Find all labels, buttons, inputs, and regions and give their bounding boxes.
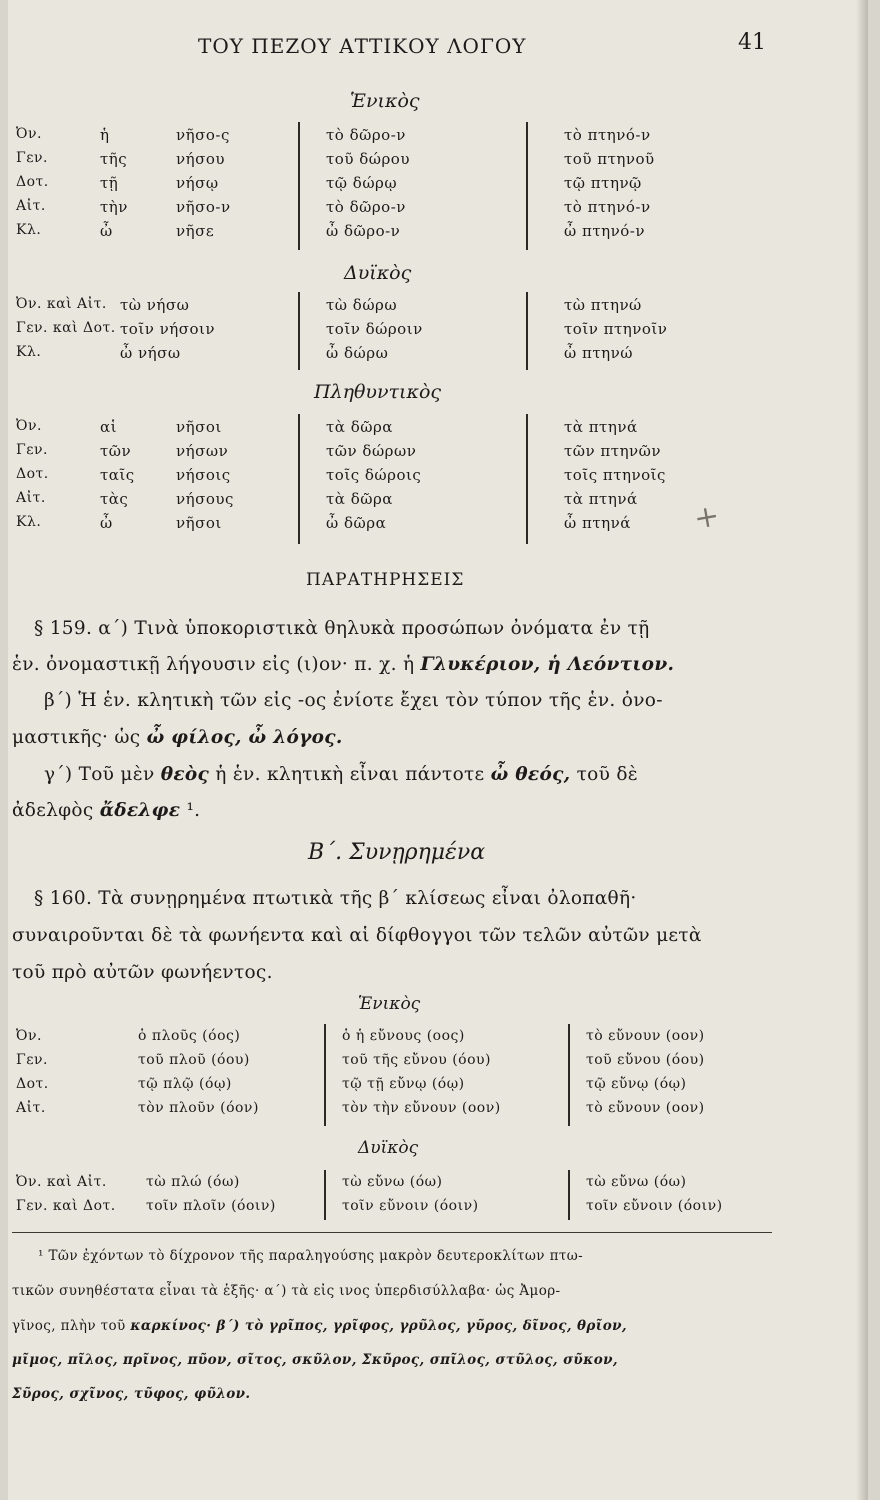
para-159-line6: ἀδελφὸς ἄδελφε ¹. <box>12 800 201 821</box>
article-cell: ταῖς <box>100 466 135 484</box>
article-cell: τῆς <box>100 150 128 168</box>
noun-cell: τὼ νήσω <box>120 296 190 314</box>
section-b-title: Β΄. Συνῃρημένα <box>308 840 486 865</box>
adjective-cell: ὦ πτηνώ <box>564 344 633 362</box>
contracted-adj-cell: ὁ ἡ εὔνους (οος) <box>342 1028 465 1044</box>
pencil-mark-icon: + <box>691 498 722 537</box>
case-label: Δοτ. <box>16 466 49 482</box>
divider-2c <box>324 1170 326 1220</box>
adjective-cell: τὸ πτηνό-ν <box>564 126 651 144</box>
para-159-line1: § 159. α΄) Τινὰ ὑποκοριστικὰ θηλυκὰ προσώπων ὀνόματα ἐν τῇ <box>34 618 650 639</box>
noun-cell: νῆσοι <box>176 418 222 436</box>
divider-1c <box>298 292 300 370</box>
neuter-cell: ὦ δώρω <box>326 344 389 362</box>
case-label: Γεν. καὶ Δοτ. <box>16 1198 116 1214</box>
case-label: Ὀν. καὶ Αἰτ. <box>16 1174 107 1190</box>
neuter-cell: τὼ δώρω <box>326 296 398 314</box>
noun-cell: νῆσε <box>176 222 215 240</box>
neuter-cell: τὸ δῶρο-ν <box>326 198 406 216</box>
neuter-cell: τῷ δώρῳ <box>326 174 398 192</box>
contracted-adj-cell: τὸν τὴν εὔνουν (οον) <box>342 1100 501 1116</box>
para-160-line3: τοῦ πρὸ αὐτῶν φωνήεντος. <box>12 962 273 983</box>
contracted-adj-cell: τῷ τῇ εὔνῳ (όῳ) <box>342 1076 465 1092</box>
neuter-cell: ὦ δῶρα <box>326 514 387 532</box>
adjective-cell: ὦ πτηνά <box>564 514 631 532</box>
case-label: Αἰτ. <box>16 198 46 214</box>
contracted-adj-cell: τοῦ τῆς εὔνου (όου) <box>342 1052 492 1068</box>
contracted-neuter-cell: τὼ εὔνω (όω) <box>586 1174 687 1190</box>
neuter-cell: τοῖν δώροιν <box>326 320 423 338</box>
case-label: Δοτ. <box>16 1076 49 1092</box>
divider-1e <box>298 414 300 544</box>
contracted-noun-cell: τὼ πλώ (όω) <box>146 1174 240 1190</box>
adjective-cell: τὼ πτηνώ <box>564 296 642 314</box>
case-label: Κλ. <box>16 222 42 238</box>
neuter-cell: τοῖς δώροις <box>326 466 422 484</box>
article-cell: τὰς <box>100 490 129 508</box>
neuter-cell: τὸ δῶρο-ν <box>326 126 406 144</box>
case-label: Αἰτ. <box>16 490 46 506</box>
case-label: Ὀν. <box>16 418 42 434</box>
singular-heading-1: Ἑνικὸς <box>350 90 420 112</box>
contracted-neuter-cell: τὸ εὔνουν (οον) <box>586 1100 705 1116</box>
noun-cell: νήσοις <box>176 466 231 484</box>
contracted-neuter-cell: τοῦ εὔνου (όου) <box>586 1052 705 1068</box>
para-160-line2: συναιροῦνται δὲ τὰ φωνήεντα καὶ αἱ δίφθογγοι τῶν τελῶν αὐτῶν μετὰ <box>12 925 702 946</box>
case-label: Κλ. <box>16 344 42 360</box>
noun-cell: νήσους <box>176 490 234 508</box>
article-cell: αἱ <box>100 418 118 436</box>
remarks-title: ΠΑΡΑΤΗΡΗΣΕΙΣ <box>306 570 465 590</box>
noun-cell: νήσου <box>176 150 225 168</box>
article-cell: ὦ <box>100 514 113 532</box>
neuter-cell: τὰ δῶρα <box>326 490 393 508</box>
plural-heading-1: Πληθυντικὸς <box>314 381 442 403</box>
neuter-cell: τοῦ δώρου <box>326 150 410 168</box>
dual-heading-2: Δυϊκὸς <box>358 1138 419 1158</box>
noun-cell: νήσῳ <box>176 174 219 192</box>
case-label: Δοτ. <box>16 174 49 190</box>
divider-2b <box>568 1024 570 1126</box>
neuter-cell: τὰ δῶρα <box>326 418 393 436</box>
footnote-line4: μῖμος, πῖλος, πρῖνος, πῦον, σῖτος, σκῦλον, Σκῦρος, σπῖλος, στῦλος, σῦκον, <box>12 1352 618 1368</box>
case-label: Γεν. <box>16 1052 48 1068</box>
neuter-cell: ὦ δῶρο-ν <box>326 222 401 240</box>
case-label: Κλ. <box>16 514 42 530</box>
para-160-line1: § 160. Τὰ συνῃρημένα πτωτικὰ τῆς β΄ κλίσεως εἶναι ὀλοπαθῆ· <box>34 888 637 909</box>
singular-heading-2: Ἑνικὸς <box>358 994 421 1014</box>
contracted-neuter-cell: τὸ εὔνουν (οον) <box>586 1028 705 1044</box>
article-cell: τῇ <box>100 174 119 192</box>
article-cell: ἡ <box>100 126 110 144</box>
divider-2d <box>568 1170 570 1220</box>
para-159-line5: γ΄) Τοῦ μὲν θεὸς ἡ ἑν. κλητικὴ εἶναι πάντοτε ὦ θεός, τοῦ δὲ <box>44 764 638 785</box>
contracted-noun-cell: ὁ πλοῦς (όος) <box>138 1028 241 1044</box>
case-label: Γεν. <box>16 442 48 458</box>
running-header: ΤΟΥ ΠΕΖΟΥ ΑΤΤΙΚΟΥ ΛΟΓΟΥ <box>198 34 527 58</box>
footnote-line3: γῖνος, πλὴν τοῦ καρκίνος· β΄) τὸ γρῖπος, γρῖφος, γρῦλος, γῦρος, δῖνος, θρῖον, <box>12 1318 628 1334</box>
page-edge-shadow <box>856 0 868 1500</box>
para-159-line3: β΄) Ἡ ἑν. κλητικὴ τῶν εἰς -ος ἐνίοτε ἔχει τὸν τύπον τῆς ἑν. ὀνο- <box>44 690 663 711</box>
contracted-neuter-cell: τοῖν εὔνοιν (όοιν) <box>586 1198 723 1214</box>
divider-2a <box>324 1024 326 1126</box>
contracted-adj-cell: τοῖν εὔνοιν (όοιν) <box>342 1198 479 1214</box>
noun-cell: ὦ νήσω <box>120 344 181 362</box>
contracted-noun-cell: τὸν πλοῦν (όον) <box>138 1100 259 1116</box>
adjective-cell: τὸ πτηνό-ν <box>564 198 651 216</box>
para-159-line2: ἑν. ὀνομαστικῇ λήγουσιν εἰς (ι)ον· π. χ. ἡ Γλυκέριον, ἡ Λεόντιον. <box>12 654 675 675</box>
noun-cell: νῆσο-ν <box>176 198 231 216</box>
contracted-noun-cell: τοῦ πλοῦ (όου) <box>138 1052 250 1068</box>
footnote-line5: Σῦρος, σχῖνος, τῦφος, φῦλον. <box>12 1386 251 1402</box>
noun-cell: νῆσο-ς <box>176 126 230 144</box>
adjective-cell: τὰ πτηνά <box>564 490 638 508</box>
case-label: Ὀν. <box>16 1028 42 1044</box>
case-label: Γεν. <box>16 150 48 166</box>
contracted-adj-cell: τὼ εὔνω (όω) <box>342 1174 443 1190</box>
book-page <box>8 0 868 1500</box>
article-cell: τὴν <box>100 198 128 216</box>
dual-heading-1: Δυϊκὸς <box>344 262 412 284</box>
contracted-noun-cell: τῷ πλῷ (όῳ) <box>138 1076 232 1092</box>
adjective-cell: τοῖς πτηνοῖς <box>564 466 666 484</box>
contracted-neuter-cell: τῷ εὔνῳ (όῳ) <box>586 1076 687 1092</box>
footnote-rule <box>12 1232 772 1233</box>
case-label: Γεν. καὶ Δοτ. <box>16 320 116 336</box>
para-159-line4: μαστικῆς· ὡς ὦ φίλος, ὦ λόγος. <box>12 727 343 748</box>
divider-1b <box>526 122 528 250</box>
divider-1d <box>526 292 528 370</box>
contracted-noun-cell: τοῖν πλοῖν (όοιν) <box>146 1198 276 1214</box>
noun-cell: νῆσοι <box>176 514 222 532</box>
article-cell: ὦ <box>100 222 113 240</box>
footnote-line1: ¹ Τῶν ἐχόντων τὸ δίχρονον τῆς παραληγούσης μακρὸν δευτεροκλίτων πτω- <box>38 1248 584 1264</box>
neuter-cell: τῶν δώρων <box>326 442 417 460</box>
adjective-cell: τῶν πτηνῶν <box>564 442 662 460</box>
article-cell: τῶν <box>100 442 132 460</box>
case-label: Ὀν. καὶ Αἰτ. <box>16 296 107 312</box>
adjective-cell: τῷ πτηνῷ <box>564 174 642 192</box>
noun-cell: νήσων <box>176 442 229 460</box>
adjective-cell: ὦ πτηνό-ν <box>564 222 645 240</box>
adjective-cell: τοῖν πτηνοῖν <box>564 320 668 338</box>
case-label: Αἰτ. <box>16 1100 46 1116</box>
page-number: 41 <box>738 30 766 55</box>
noun-cell: τοῖν νήσοιν <box>120 320 215 338</box>
case-label: Ὀν. <box>16 126 42 142</box>
footnote-line2: τικῶν συνηθέστατα εἶναι τὰ ἑξῆς· α΄) τὰ εἰς ινος ὑπερδισύλλαβα· ὡς Ἀμορ- <box>12 1283 561 1299</box>
divider-1a <box>298 122 300 250</box>
adjective-cell: τοῦ πτηνοῦ <box>564 150 655 168</box>
adjective-cell: τὰ πτηνά <box>564 418 638 436</box>
divider-1f <box>526 414 528 544</box>
